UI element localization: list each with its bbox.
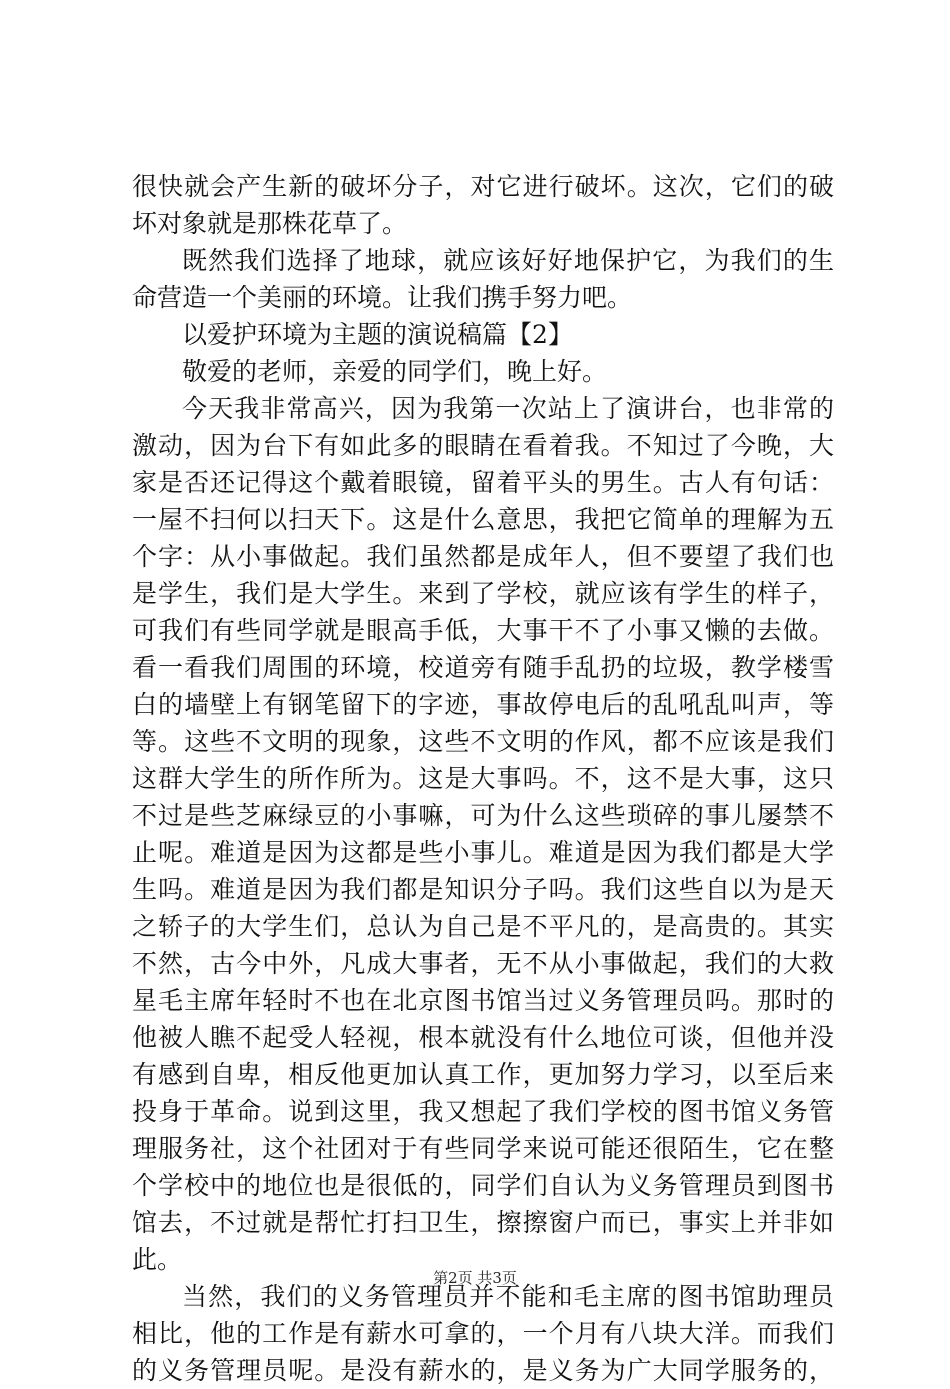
text-line: 一屋不扫何以扫天下。这是什么意思，我把它简单的理解为五 bbox=[132, 505, 834, 534]
text-line: 等。这些不文明的现象，这些不文明的作风，都不应该是我们 bbox=[132, 727, 834, 756]
text-line: 很快就会产生新的破坏分子，对它进行破坏。这次，它们的破 bbox=[132, 172, 834, 201]
text-line: 命营造一个美丽的环境。让我们携手努力吧。 bbox=[132, 283, 633, 312]
greeting-line: 敬爱的老师，亲爱的同学们，晚上好。 bbox=[182, 357, 608, 386]
text-line: 这群大学生的所作所为。这是大事吗。不，这不是大事，这只 bbox=[132, 764, 834, 793]
page-number-footer: 第2页 共3页 bbox=[433, 1269, 517, 1287]
text-line: 不过是些芝麻绿豆的小事嘛，可为什么这些琐碎的事儿屡禁不 bbox=[132, 801, 834, 830]
text-line: 可我们有些同学就是眼高手低，大事干不了小事又懒的去做。 bbox=[132, 616, 834, 645]
section-heading: 以爱护环境为主题的演说稿篇【2】 bbox=[182, 320, 573, 349]
text-line: 看一看我们周围的环境，校道旁有随手乱扔的垃圾，教学楼雪 bbox=[132, 653, 834, 682]
text-line: 生吗。难道是因为我们都是知识分子吗。我们这些自以为是天 bbox=[132, 875, 834, 904]
text-line: 当然，我们的义务管理员并不能和毛主席的图书馆助理员 bbox=[182, 1282, 834, 1311]
text-line: 个学校中的地位也是很低的，同学们自认为义务管理员到图书 bbox=[132, 1171, 834, 1200]
text-line: 坏对象就是那株花草了。 bbox=[132, 209, 408, 238]
text-line: 有感到自卑，相反他更加认真工作，更加努力学习，以至后来 bbox=[132, 1060, 834, 1089]
text-line: 家是否还记得这个戴着眼镜，留着平头的男生。古人有句话： bbox=[132, 468, 834, 497]
text-line: 是学生，我们是大学生。来到了学校，就应该有学生的样子， bbox=[132, 579, 834, 608]
text-line: 不然，古今中外，凡成大事者，无不从小事做起，我们的大救 bbox=[132, 949, 834, 978]
text-line: 止呢。难道是因为这都是些小事儿。难道是因为我们都是大学 bbox=[132, 838, 834, 867]
text-line: 既然我们选择了地球，就应该好好地保护它，为我们的生 bbox=[182, 246, 834, 275]
text-line: 此。 bbox=[132, 1245, 183, 1274]
text-line: 今天我非常高兴，因为我第一次站上了演讲台，也非常的 bbox=[182, 394, 834, 423]
text-line: 理服务社，这个社团对于有些同学来说可能还很陌生，它在整 bbox=[132, 1134, 834, 1163]
text-line: 的义务管理员呢。是没有薪水的，是义务为广大同学服务的， bbox=[132, 1356, 834, 1385]
text-line: 激动，因为台下有如此多的眼睛在看着我。不知过了今晚，大 bbox=[132, 431, 834, 460]
text-line: 个字：从小事做起。我们虽然都是成年人，但不要望了我们也 bbox=[132, 542, 834, 571]
text-line: 他被人瞧不起受人轻视，根本就没有什么地位可谈，但他并没 bbox=[132, 1023, 834, 1052]
text-line: 白的墙壁上有钢笔留下的字迹，事故停电后的乱吼乱叫声，等 bbox=[132, 690, 834, 719]
text-line: 馆去，不过就是帮忙打扫卫生，擦擦窗户而已，事实上并非如 bbox=[132, 1208, 834, 1237]
document-body bbox=[132, 168, 834, 1389]
text-line: 之轿子的大学生们，总认为自己是不平凡的，是高贵的。其实 bbox=[132, 912, 834, 941]
text-line: 星毛主席年轻时不也在北京图书馆当过义务管理员吗。那时的 bbox=[132, 986, 834, 1015]
text-line: 投身于革命。说到这里，我又想起了我们学校的图书馆义务管 bbox=[132, 1097, 834, 1126]
text-line: 相比，他的工作是有薪水可拿的，一个月有八块大洋。而我们 bbox=[132, 1319, 834, 1348]
